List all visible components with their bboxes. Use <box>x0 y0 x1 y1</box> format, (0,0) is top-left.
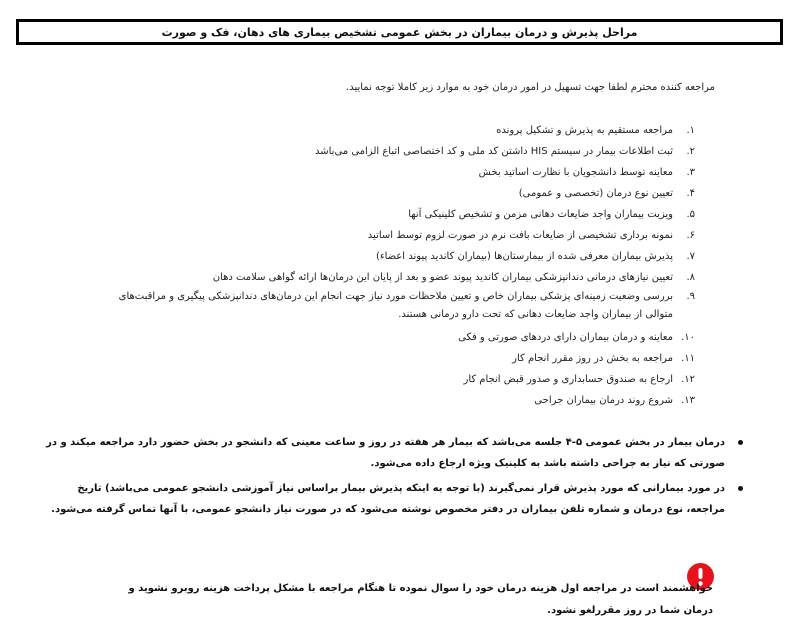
step-item <box>95 390 695 411</box>
step-item <box>95 183 695 204</box>
step-number: ۴. <box>686 188 695 199</box>
bullet-item <box>45 432 745 474</box>
bullet-dot-icon <box>738 440 743 445</box>
bullet-item <box>45 478 745 520</box>
step-item <box>95 204 695 225</box>
step-number: ۷. <box>686 251 695 262</box>
step-number: ۱. <box>686 125 695 136</box>
step-text: پذیرش بیماران معرفی شده از بیمارستان‌ها (بیماران کاندید پیوند اعضاء) <box>375 251 673 262</box>
bullet-text: در مورد بیمارانی که مورد پذیرش قرار نمی‌گیرند (با توجه به اینکه پذیرش بیمار براساس نیاز آموزشی دانشجو عمومی می‌باشد) تاریخ مراجعه، نوع درمان و شماره تلفن بیماران در دفتر مخصوص نوشته می‌شود که در صورت نیاز دانشجو عمومی، با آنها تماس گرفته می‌شود. <box>51 483 725 515</box>
step-text: تعیین نیازهای درمانی دندانپزشکی بیماران کاندید پیوند عضو و بعد از پایان این درمان‌ها ارائه گواهی سلامت دهان <box>212 272 673 283</box>
step-item <box>95 288 695 327</box>
step-item <box>95 120 695 141</box>
step-text: معاینه و درمان بیماران دارای دردهای صورتی و فکی <box>458 332 673 343</box>
step-text: ثبت اطلاعات بیمار در سیستم HIS داشتن کد ملی و کد اختصاصی اتباع الزامی می‌باشد <box>315 146 673 157</box>
page-title: مراحل پذیرش و درمان بیماران در بخش عمومی تشخیص بیماری های دهان، فک و صورت <box>161 25 638 39</box>
intro-text: مراجعه کننده محترم لطفا جهت تسهیل در امور درمان خود به موارد زیر کاملا توجه نمایید. <box>346 82 715 93</box>
notes-bullet-list <box>45 432 745 524</box>
page-title-box <box>16 19 783 45</box>
step-item <box>95 225 695 246</box>
step-text: نمونه برداری تشخیصی از ضایعات بافت نرم در صورت لزوم توسط اساتید <box>367 230 673 241</box>
step-item <box>95 267 695 288</box>
step-text: مراجعه به بخش در روز مقرر انجام کار <box>512 353 673 364</box>
step-number: ۹. <box>686 291 695 302</box>
step-number: ۶. <box>686 230 695 241</box>
step-number: ۸. <box>686 272 695 283</box>
step-number: ۵. <box>686 209 695 220</box>
step-item <box>95 348 695 369</box>
step-number: ۱۱. <box>681 353 695 364</box>
steps-list <box>95 120 695 411</box>
step-item <box>95 162 695 183</box>
step-text: شروع روند درمان بیماران جراحی <box>534 395 673 406</box>
step-text: تعیین نوع درمان (تخصصی و عمومی) <box>518 188 673 199</box>
bullet-text: درمان بیمار در بخش عمومی ۵-۴ جلسه می‌باشد که بیمار هر هفته در روز و ساعت معینی که دانشجو در بخش حضور دارد مراجعه میکند و در صورتی که نیاز به جراحی داشته باشد به کلینیک ویژه ارجاع داده می‌شود. <box>46 437 725 469</box>
bullet-dot-icon <box>738 486 743 491</box>
step-item <box>95 327 695 348</box>
step-text: ارجاع به صندوق حسابداری و صدور قبض انجام کار <box>463 374 673 385</box>
step-number: ۱۰. <box>681 332 695 343</box>
step-text: معاینه توسط دانشجویان با نظارت اساتید بخش <box>478 167 673 178</box>
step-text: ویزیت بیماران واجد ضایعات دهانی مزمن و تشخیص کلینیکی آنها <box>408 209 673 220</box>
step-text: مراجعه مستقیم به پذیرش و تشکیل پرونده <box>496 125 673 136</box>
step-number: ۳. <box>686 167 695 178</box>
step-number: ۲. <box>686 146 695 157</box>
step-number: ۱۲. <box>681 374 695 385</box>
step-number: ۱۳. <box>681 395 695 406</box>
payment-note: خواهشمند است در مراجعه اول هزینه درمان خود را سوال نموده تا هنگام مراجعه با مشکل پرداخت هزینه روبرو نشوید و درمان شما در روز مقررلغو نشود. <box>128 583 713 616</box>
step-text: بررسی وضعیت زمینه‌ای پزشکی بیماران خاص و تعیین ملاحظات مورد نیاز جهت انجام این درمان‌های دندانپزشکی پیگیری و مراقبت‌های متوالی از بیماران واجد ضایعات دهانی که تحت دارو درمانی هستند. <box>118 291 673 320</box>
step-item <box>95 141 695 162</box>
step-item <box>95 246 695 267</box>
step-item <box>95 369 695 390</box>
